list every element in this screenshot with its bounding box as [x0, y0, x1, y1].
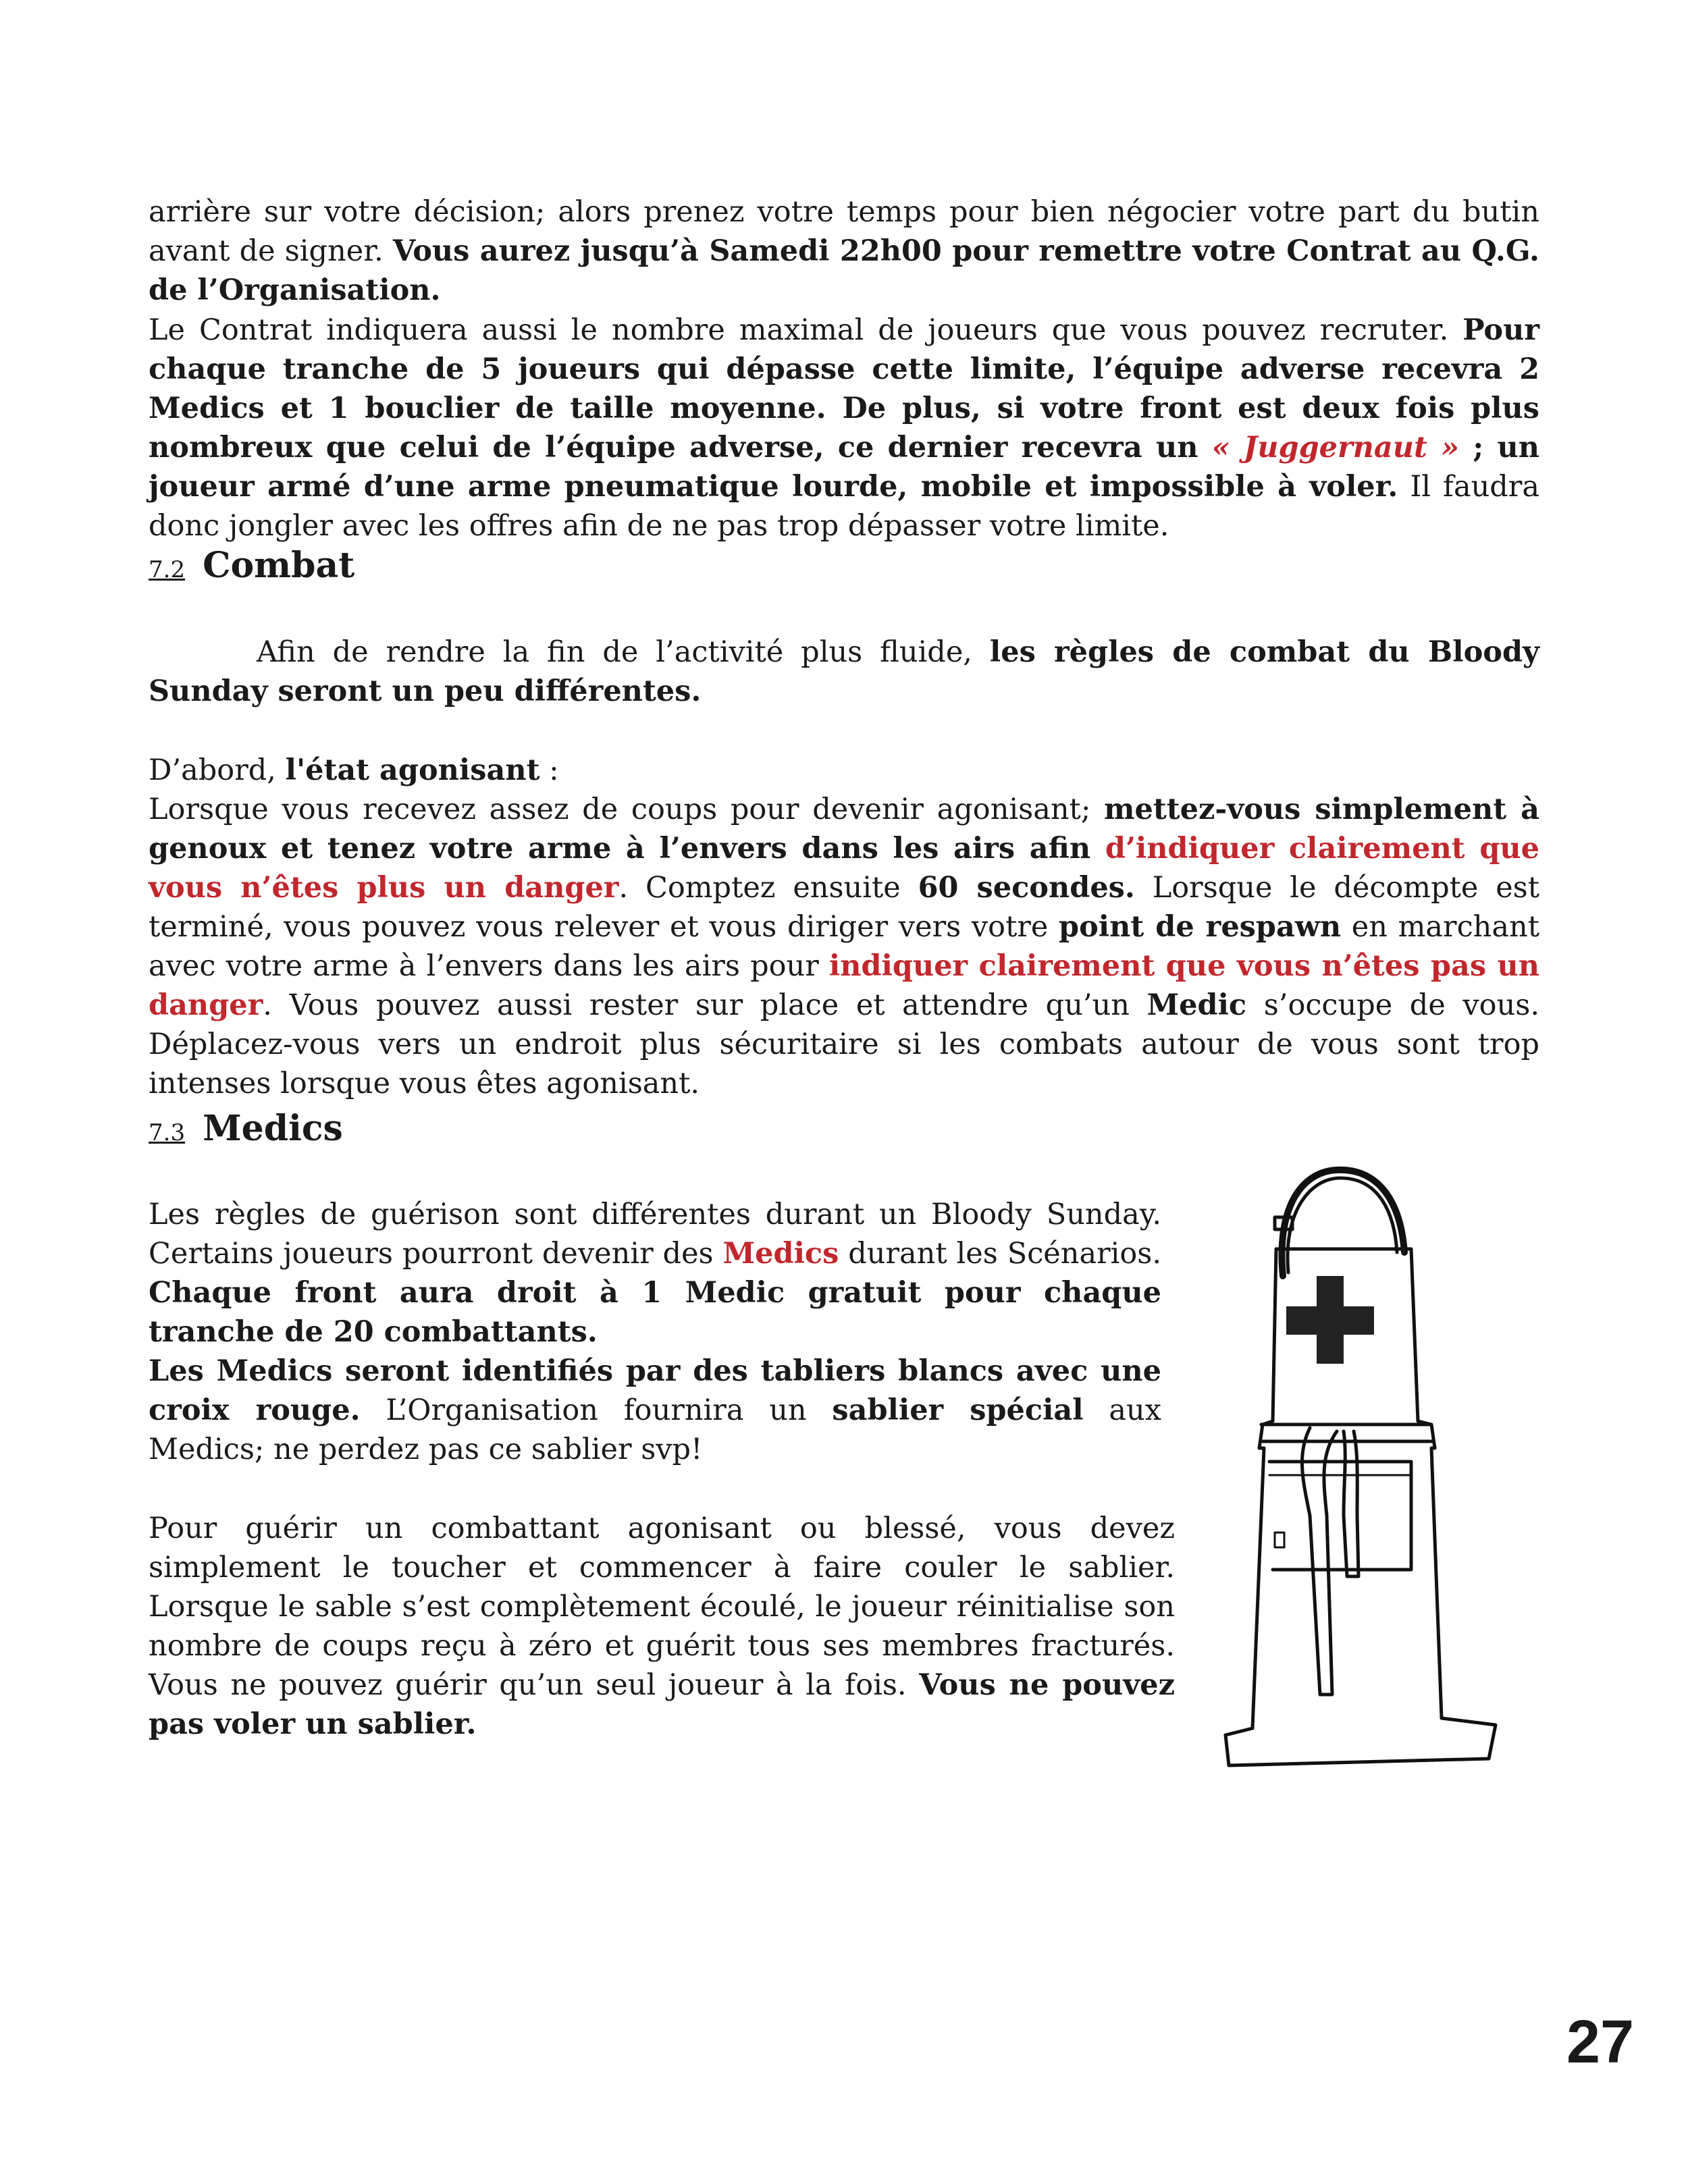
dying-text: . Vous pouvez aussi rester sur place et attendre qu’un: [263, 988, 1147, 1022]
medics-paragraph-1: [149, 1195, 1161, 1352]
countdown-duration: 60 secondes.: [918, 871, 1135, 905]
section-title: Combat: [203, 545, 355, 586]
contract-text: Le Contrat indiquera aussi le nombre maximal de joueurs que vous pouvez recruter.: [149, 313, 1463, 347]
juggernaut-term: « Juggernaut »: [1211, 431, 1460, 464]
apron-illustration: [1209, 1165, 1519, 1779]
dying-text: . Comptez ensuite: [618, 871, 918, 905]
medics-text: durant les Scénarios.: [839, 1237, 1162, 1271]
medic-term: Medic: [1146, 988, 1247, 1022]
medic-cross-icon: [1286, 1276, 1374, 1364]
section-number: 7.3: [149, 1119, 186, 1146]
combat-intro-text: Afin de rendre la fin de l’activité plus fluide,: [257, 635, 990, 669]
intro-text: signer.: [284, 234, 393, 268]
intro-deadline: Vous aurez jusqu’à Samedi 22h00 pour remettre votre Contrat au Q.G. de l’Organisation.: [149, 234, 1540, 307]
dying-colon: :: [539, 753, 559, 787]
contract-paragraph: [149, 311, 1539, 545]
not-danger-highlight: d’indiquer clairement que vous n’êtes plus un danger: [149, 832, 1540, 905]
combat-intro-paragraph: [149, 633, 1539, 711]
medics-paragraph-2: [149, 1352, 1161, 1469]
dying-text: Lorsque le décompte est terminé, vous pouvez vous relever et vous diriger vers votre: [149, 871, 1539, 944]
apron-rule: Les Medics seront identifiés par des tabliers blancs avec une croix rouge.: [149, 1354, 1161, 1427]
section-heading-medics: [149, 1109, 343, 1153]
dying-state-term: l'état agonisant: [285, 753, 540, 787]
dying-text: en marchant avec votre arme à l’envers dans les airs pour: [149, 910, 1539, 983]
medics-text: L’Organisation fournira un: [360, 1393, 833, 1427]
juggernaut-description: ; un joueur armé d’une arme pneumatique lourde, mobile et impossible à voler.: [149, 431, 1540, 504]
combat-intro-bold: les règles de combat du Bloody Sunday seront un peu différentes.: [149, 635, 1539, 708]
medics-text: Les règles de guérison sont différentes durant un Bloody Sunday. Certains joueurs pourront devenir des: [149, 1198, 1161, 1271]
dying-intro: D’abord,: [149, 753, 286, 787]
dying-rule: mettez-vous simplement à genoux et tenez votre arme à l’envers dans les airs afin: [149, 793, 1539, 865]
page-number: 27: [1566, 2008, 1635, 2076]
dying-text: Lorsque vous recevez assez de coups pour devenir agonisant;: [149, 793, 1104, 826]
intro-line: arrière sur votre décision; alors prenez votre temps pour bien négocier votre part du butin avant de: [149, 195, 1539, 268]
medics-highlight: Medics: [722, 1237, 839, 1271]
dying-state-paragraph: [149, 751, 1539, 1103]
intro-paragraph: [149, 192, 1539, 310]
respawn-point-term: point de respawn: [1059, 910, 1342, 944]
section-heading-combat: [149, 545, 354, 590]
healing-text: Pour guérir un combattant agonisant ou blessé, vous devez simplement le toucher et commencer à faire couler le sablier. Lorsque le sable s’est complètement écoulé, le joueur réinitialise son nombre de coups reçu à zéro et guérit tous ses membres fracturés. Vous ne pouvez guérir qu’un seul joueur à la fois.: [149, 1512, 1175, 1702]
medic-allocation-rule: Chaque front aura droit à 1 Medic gratuit pour chaque tranche de 20 combattants.: [149, 1276, 1161, 1349]
medics-paragraph-3: [149, 1509, 1175, 1744]
special-hourglass-term: sablier spécial: [832, 1393, 1084, 1427]
contract-rule: Pour chaque tranche de 5 joueurs qui dépasse cette limite, l’équipe adverse recevra 2 Medics et 1 bouclier de taille moyenne. De plus, si votre front est deux fois plus nombreux que celui de l’équipe adverse, ce dernier recevra un: [149, 313, 1539, 464]
contract-conclusion: Il faudra donc jongler avec les offres afin de ne pas trop dépasser votre limite.: [149, 470, 1539, 543]
not-danger-highlight-2: indiquer clairement que vous n’êtes pas un danger: [149, 949, 1539, 1022]
no-steal-rule: Vous ne pouvez pas voler un sablier.: [149, 1668, 1175, 1741]
medics-text: aux Medics; ne perdez pas ce sablier svp!: [149, 1393, 1161, 1466]
section-number: 7.2: [149, 556, 186, 583]
section-title: Medics: [203, 1108, 343, 1149]
dying-text: s’occupe de vous. Déplacez-vous vers un endroit plus sécuritaire si les combats autour de vous sont trop intenses lorsque vous êtes agonisant.: [149, 988, 1539, 1100]
